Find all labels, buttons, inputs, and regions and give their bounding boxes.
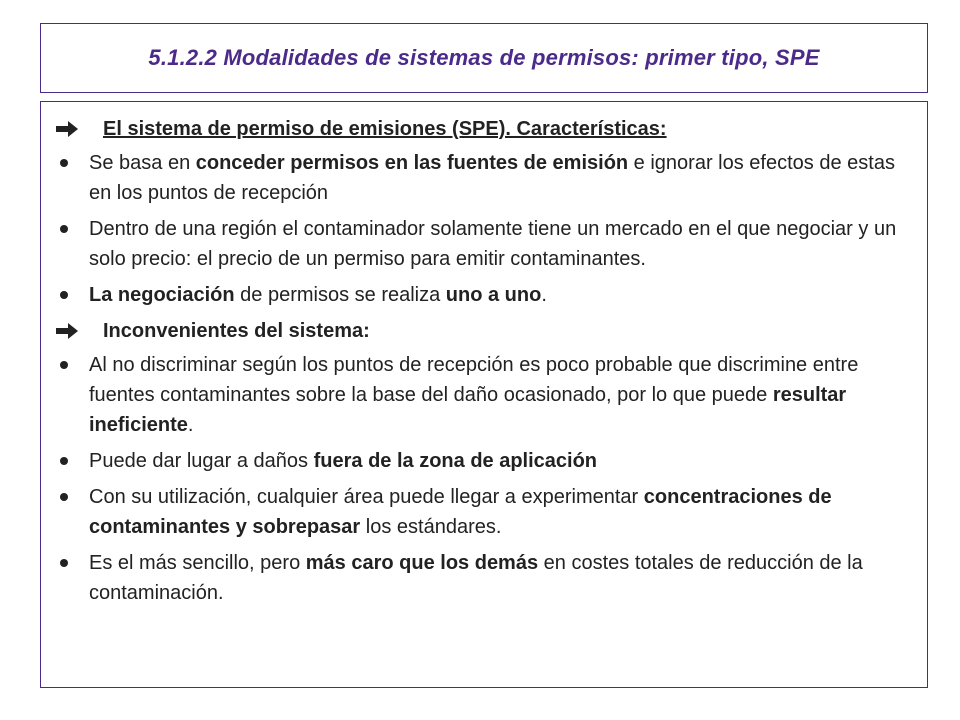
- text-run: Dentro de una región el contaminador solamente tiene un mercado en el que negociar y un solo precio: el precio de un permiso para emitir contaminantes.: [89, 218, 897, 270]
- bullet-dot-icon: [55, 350, 85, 380]
- bullet-item: [55, 280, 909, 310]
- section-heading: [55, 316, 909, 346]
- bullet-item: [55, 548, 909, 608]
- text-run: Puede dar lugar a daños: [89, 450, 314, 472]
- bullet-item: [55, 214, 909, 274]
- text-run: de permisos se realiza: [234, 284, 446, 306]
- emphasis-text: La negociación: [89, 284, 235, 306]
- text-run: en costes totales de reducción de la contaminación.: [89, 552, 863, 604]
- text-run: Al no discriminar según los puntos de recepción es poco probable que discrimine entre fuentes contaminantes sobre la base del daño ocasionado, por lo que puede: [89, 354, 859, 406]
- bullet-text: [89, 486, 832, 538]
- bullet-item: [55, 482, 909, 542]
- section-heading-text: [103, 118, 667, 140]
- bullet-item: [55, 446, 909, 476]
- title-box: [40, 23, 928, 93]
- bullet-dot-icon: [55, 214, 85, 244]
- emphasis-text: resultar ineficiente: [89, 384, 847, 436]
- text-run: .: [187, 414, 194, 436]
- section-heading-text: [103, 320, 370, 342]
- emphasis-text: uno a uno: [445, 284, 542, 306]
- bullet-text: [89, 450, 597, 472]
- arrow-right-icon: [55, 114, 85, 144]
- text-run: Inconvenientes del sistema:: [103, 320, 370, 342]
- bullet-text: [89, 284, 547, 306]
- bullet-item: [55, 148, 909, 208]
- section-heading: [55, 114, 909, 144]
- bullet-text: [89, 218, 896, 270]
- text-run: Se basa en: [89, 152, 196, 174]
- bullet-text: [89, 354, 858, 436]
- content-list: [55, 114, 909, 608]
- arrow-right-icon: [55, 316, 85, 346]
- bullet-text: [89, 552, 863, 604]
- text-run: los estándares.: [360, 516, 502, 538]
- emphasis-text: más caro que los demás: [305, 552, 539, 574]
- emphasis-text: concentraciones de contaminantes y sobrepasar: [89, 486, 832, 538]
- text-run: Con su utilización, cualquier área puede llegar a experimentar: [89, 486, 644, 508]
- text-run: Es el más sencillo, pero: [89, 552, 306, 574]
- text-run: e ignorar los efectos de estas en los puntos de recepción: [89, 152, 895, 204]
- emphasis-text: conceder permisos en las fuentes de emisión: [195, 152, 629, 174]
- emphasis-text: fuera de la zona de aplicación: [313, 450, 598, 472]
- bullet-dot-icon: [55, 482, 85, 512]
- text-run: El sistema de permiso de emisiones (SPE). Características:: [103, 118, 667, 140]
- bullet-dot-icon: [55, 446, 85, 476]
- bullet-dot-icon: [55, 280, 85, 310]
- bullet-text: [89, 152, 895, 204]
- bullet-item: [55, 350, 909, 440]
- content-box: [40, 101, 928, 688]
- text-run: .: [541, 284, 547, 306]
- bullet-dot-icon: [55, 148, 85, 178]
- slide-title: 5.1.2.2 Modalidades de sistemas de permisos: primer tipo, SPE: [148, 45, 820, 70]
- bullet-dot-icon: [55, 548, 85, 578]
